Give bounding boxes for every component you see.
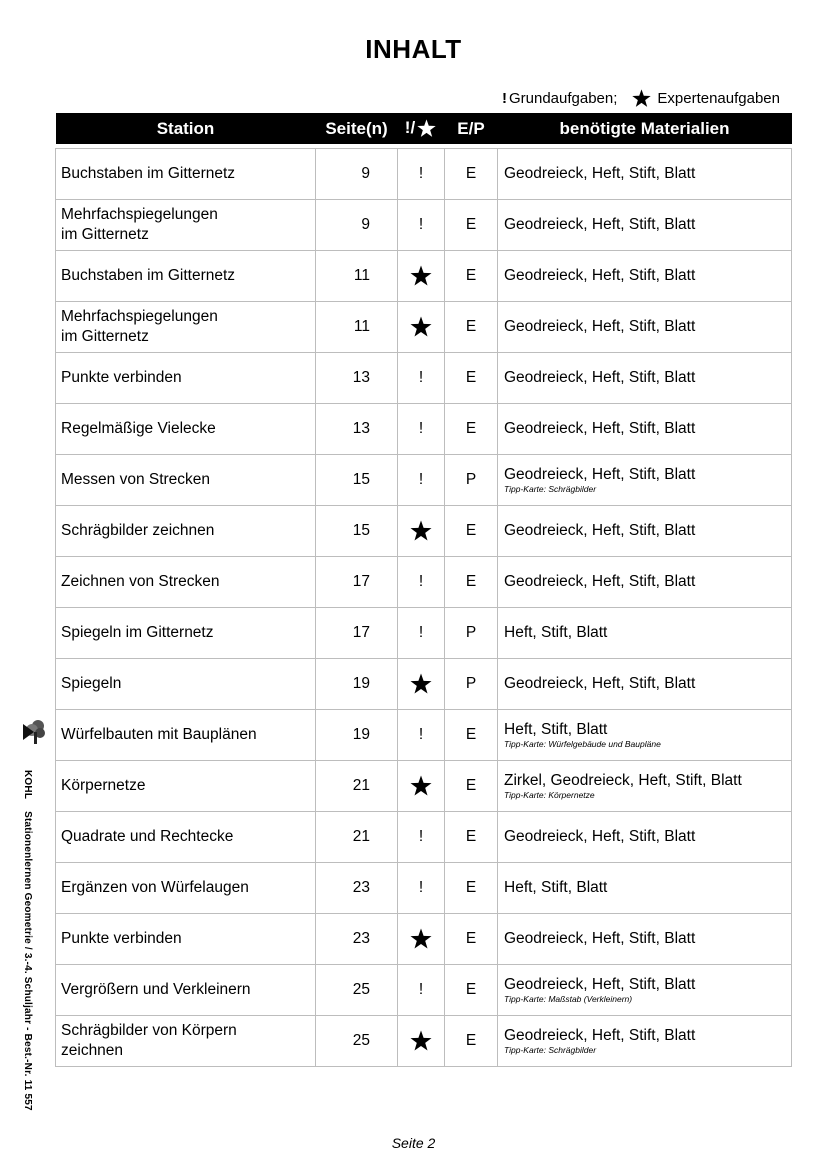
- tip-card-note: Tipp-Karte: Schrägbilder: [504, 484, 597, 494]
- page-number: 11: [316, 251, 398, 302]
- materials-list: Geodreieck, Heft, Stift, Blatt: [504, 522, 696, 539]
- materials-cell: [498, 965, 792, 1016]
- ep-mode: P: [445, 659, 498, 710]
- materials-cell: [498, 200, 792, 251]
- table-row: [56, 761, 792, 812]
- station-name: Würfelbauten mit Bauplänen: [56, 710, 316, 761]
- page-number: 25: [316, 1016, 398, 1067]
- materials-cell: [498, 710, 792, 761]
- task-type: [398, 761, 445, 812]
- materials-cell: [498, 812, 792, 863]
- task-type: !: [398, 557, 445, 608]
- station-name: Schrägbilder zeichnen: [56, 506, 316, 557]
- materials-cell: [498, 761, 792, 812]
- ep-mode: E: [445, 404, 498, 455]
- page-number: 9: [316, 200, 398, 251]
- materials-list: Geodreieck, Heft, Stift, Blatt: [504, 420, 696, 437]
- header-type: [398, 113, 445, 144]
- table-row: [56, 302, 792, 353]
- star-icon: [409, 264, 433, 288]
- page-footer: Seite 2: [391, 1135, 436, 1151]
- materials-list: Geodreieck, Heft, Stift, Blatt: [504, 165, 696, 182]
- materials-cell: [498, 608, 792, 659]
- materials-list: Geodreieck, Heft, Stift, Blatt: [504, 216, 696, 233]
- materials-cell: [498, 557, 792, 608]
- ep-mode: E: [445, 149, 498, 200]
- materials-list: Geodreieck, Heft, Stift, Blatt: [504, 1027, 696, 1044]
- tip-card-note: Tipp-Karte: Würfelgebäude und Baupläne: [504, 739, 661, 749]
- task-type: !: [398, 965, 445, 1016]
- ep-mode: P: [445, 608, 498, 659]
- ep-mode: E: [445, 812, 498, 863]
- station-name: Messen von Strecken: [56, 455, 316, 506]
- header-type-prefix: !/: [404, 117, 416, 137]
- materials-list: Geodreieck, Heft, Stift, Blatt: [504, 675, 696, 692]
- station-name: Mehrfachspiegelungen im Gitternetz: [56, 200, 316, 251]
- station-name: Spiegeln im Gitternetz: [56, 608, 316, 659]
- page-number: 25: [316, 965, 398, 1016]
- task-type: !: [398, 149, 445, 200]
- task-type: [398, 251, 445, 302]
- materials-cell: [498, 353, 792, 404]
- task-type: [398, 302, 445, 353]
- header-station: Station: [56, 113, 316, 144]
- task-type: [398, 914, 445, 965]
- page-number: 13: [316, 353, 398, 404]
- header-pages: Seite(n): [316, 113, 398, 144]
- page-title: INHALT: [365, 34, 462, 64]
- materials-list: Geodreieck, Heft, Stift, Blatt: [504, 318, 696, 335]
- materials-cell: [498, 1016, 792, 1067]
- table-row: [56, 914, 792, 965]
- page-number: 15: [316, 455, 398, 506]
- page-number: 17: [316, 557, 398, 608]
- materials-cell: [498, 251, 792, 302]
- star-icon: [409, 1029, 433, 1053]
- ep-mode: E: [445, 200, 498, 251]
- station-name: Ergänzen von Würfelaugen: [56, 863, 316, 914]
- station-name: Spiegeln: [56, 659, 316, 710]
- ep-mode: E: [445, 914, 498, 965]
- task-type: [398, 506, 445, 557]
- star-icon: [416, 118, 437, 139]
- star-icon: [409, 315, 433, 339]
- materials-cell: [498, 149, 792, 200]
- tip-card-note: Tipp-Karte: Maßstab (Verkleinern): [504, 994, 633, 1004]
- task-type: !: [398, 455, 445, 506]
- ep-mode: E: [445, 353, 498, 404]
- task-type: !: [398, 200, 445, 251]
- task-type: [398, 659, 445, 710]
- table-row: [56, 659, 792, 710]
- series-info: Stationenlernen Geometrie / 3.-4. Schuljahr - Best.-Nr. 11 557: [22, 811, 33, 1111]
- page-number: 11: [316, 302, 398, 353]
- side-imprint: [18, 718, 42, 1111]
- materials-list: Geodreieck, Heft, Stift, Blatt: [504, 369, 696, 386]
- materials-list: Geodreieck, Heft, Stift, Blatt: [504, 828, 696, 845]
- table-row: [56, 608, 792, 659]
- station-name: Zeichnen von Strecken: [56, 557, 316, 608]
- station-name: Körpernetze: [56, 761, 316, 812]
- page-number: 23: [316, 914, 398, 965]
- table-row: [56, 506, 792, 557]
- tip-card-note: Tipp-Karte: Körpernetze: [504, 790, 595, 800]
- materials-cell: [498, 455, 792, 506]
- table-row: [56, 965, 792, 1016]
- contents-table: [55, 113, 792, 1067]
- page-number: 13: [316, 404, 398, 455]
- page-number: 19: [316, 659, 398, 710]
- materials-list: Geodreieck, Heft, Stift, Blatt: [504, 267, 696, 284]
- table-row: [56, 863, 792, 914]
- ep-mode: E: [445, 251, 498, 302]
- ep-mode: E: [445, 506, 498, 557]
- star-icon: [631, 88, 652, 109]
- station-name: Regelmäßige Vielecke: [56, 404, 316, 455]
- materials-cell: [498, 914, 792, 965]
- table-header-row: [56, 113, 792, 144]
- star-icon: [409, 519, 433, 543]
- materials-cell: [498, 506, 792, 557]
- station-name: Punkte verbinden: [56, 914, 316, 965]
- materials-list: Heft, Stift, Blatt: [504, 624, 608, 641]
- legend-expert-label: Expertenaufgaben: [657, 90, 780, 107]
- star-icon: [409, 927, 433, 951]
- table-row: [56, 353, 792, 404]
- side-text: [22, 770, 33, 1111]
- station-name: Quadrate und Rechtecke: [56, 812, 316, 863]
- table-row: [56, 251, 792, 302]
- materials-list: Geodreieck, Heft, Stift, Blatt: [504, 930, 696, 947]
- station-name: Schrägbilder von Körpern zeichnen: [56, 1016, 316, 1067]
- ep-mode: E: [445, 863, 498, 914]
- page-number: 9: [316, 149, 398, 200]
- ep-mode: E: [445, 965, 498, 1016]
- star-icon: [409, 774, 433, 798]
- station-name: Buchstaben im Gitternetz: [56, 149, 316, 200]
- materials-cell: [498, 659, 792, 710]
- task-type: [398, 1016, 445, 1067]
- station-name: Vergrößern und Verkleinern: [56, 965, 316, 1016]
- table-row: [56, 200, 792, 251]
- materials-list: Geodreieck, Heft, Stift, Blatt: [504, 573, 696, 590]
- task-type: !: [398, 710, 445, 761]
- table-row: [56, 404, 792, 455]
- publisher-name: KOHL: [22, 770, 33, 800]
- legend-basic-label: Grundaufgaben;: [508, 90, 618, 107]
- page-number: 23: [316, 863, 398, 914]
- task-type: !: [398, 863, 445, 914]
- station-name: Punkte verbinden: [56, 353, 316, 404]
- station-name: Mehrfachspiegelungen im Gitternetz: [56, 302, 316, 353]
- task-type: !: [398, 812, 445, 863]
- table-row: [56, 557, 792, 608]
- materials-list: Heft, Stift, Blatt: [504, 879, 608, 896]
- task-type: !: [398, 353, 445, 404]
- legend: [502, 88, 780, 109]
- materials-cell: [498, 404, 792, 455]
- star-icon: [409, 672, 433, 696]
- task-type: !: [398, 404, 445, 455]
- kohl-verlag-tree-logo: [20, 718, 46, 764]
- ep-mode: E: [445, 557, 498, 608]
- table-row: [56, 149, 792, 200]
- materials-list: Geodreieck, Heft, Stift, Blatt: [504, 976, 696, 993]
- page-number: 21: [316, 812, 398, 863]
- page-number: 19: [316, 710, 398, 761]
- materials-cell: [498, 863, 792, 914]
- ep-mode: P: [445, 455, 498, 506]
- task-type: !: [398, 608, 445, 659]
- legend-excl-symbol: !: [501, 90, 507, 107]
- table-row: [56, 710, 792, 761]
- table-row: [56, 1016, 792, 1067]
- ep-mode: E: [445, 1016, 498, 1067]
- materials-list: Heft, Stift, Blatt: [504, 721, 608, 738]
- ep-mode: E: [445, 302, 498, 353]
- materials-list: Geodreieck, Heft, Stift, Blatt: [504, 466, 696, 483]
- header-ep: E/P: [445, 113, 498, 144]
- ep-mode: E: [445, 761, 498, 812]
- table-row: [56, 812, 792, 863]
- materials-list: Zirkel, Geodreieck, Heft, Stift, Blatt: [504, 772, 742, 789]
- tip-card-note: Tipp-Karte: Schrägbilder: [504, 1045, 597, 1055]
- ep-mode: E: [445, 710, 498, 761]
- page-number: 15: [316, 506, 398, 557]
- header-materials: benötigte Materialien: [498, 113, 792, 144]
- page-number: 17: [316, 608, 398, 659]
- table-row: [56, 455, 792, 506]
- materials-cell: [498, 302, 792, 353]
- station-name: Buchstaben im Gitternetz: [56, 251, 316, 302]
- page-number: 21: [316, 761, 398, 812]
